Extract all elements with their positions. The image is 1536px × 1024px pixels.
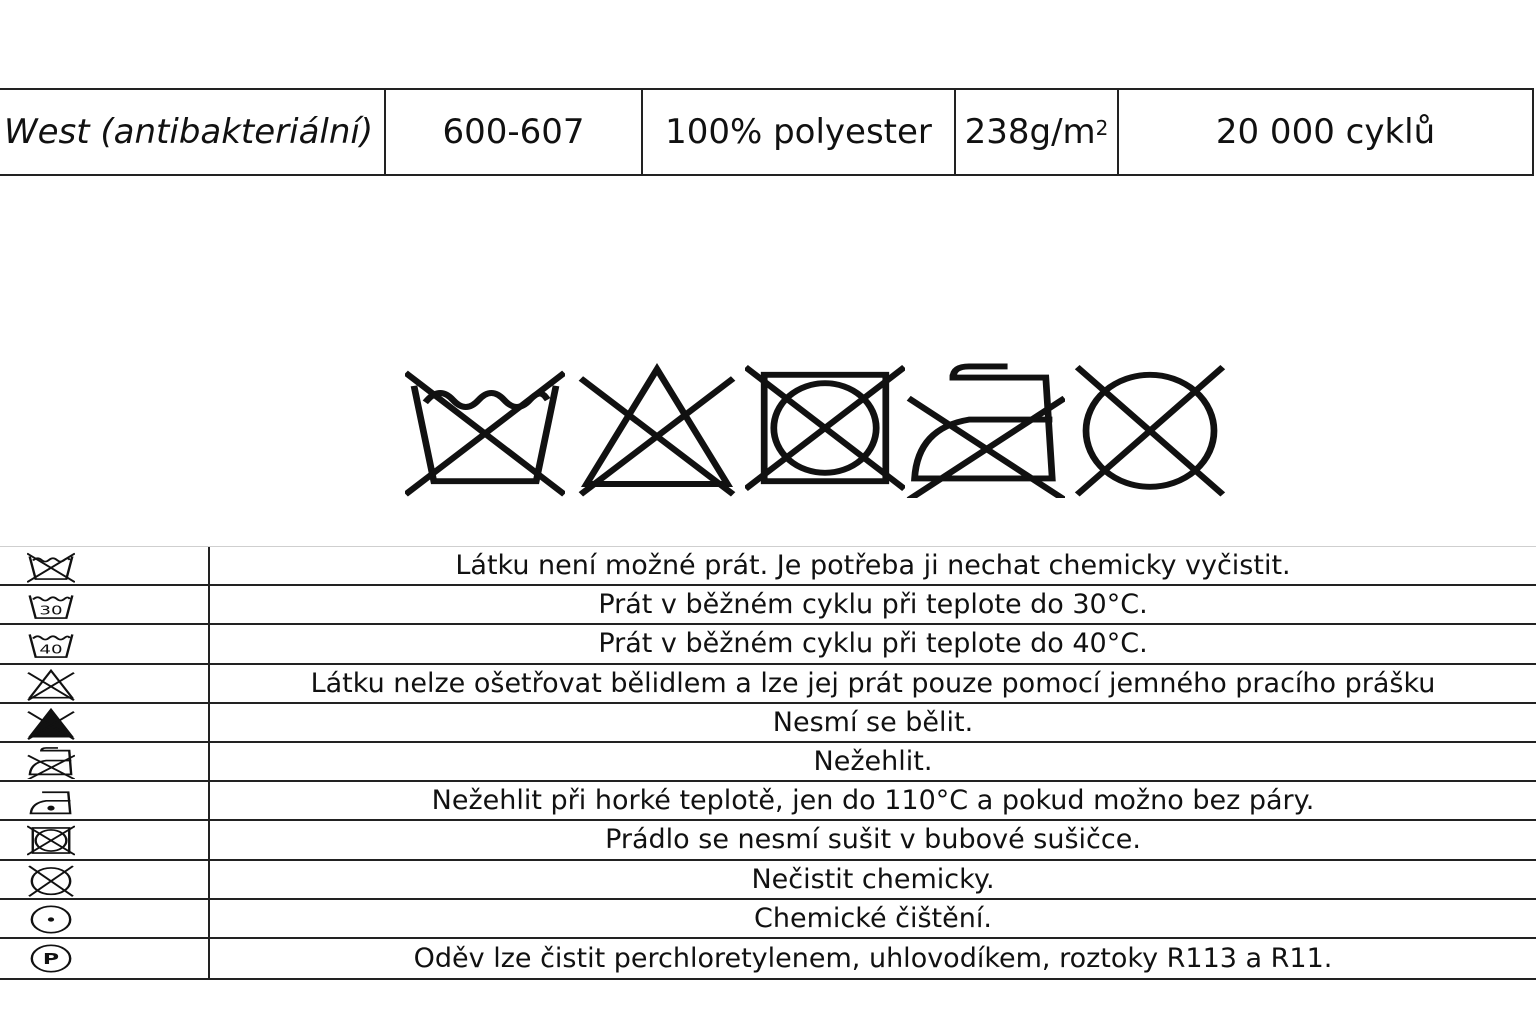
no-iron-icon <box>27 746 75 779</box>
care-row <box>0 704 1536 743</box>
no-dry-clean-icon <box>1070 358 1230 498</box>
no-bleach-filled-icon <box>27 707 75 740</box>
care-row <box>0 665 1536 704</box>
no-tumble-dry-icon <box>745 358 905 498</box>
care-text: Nečistit chemicky. <box>751 863 995 895</box>
wash-30-icon <box>27 589 75 622</box>
care-row <box>0 625 1536 664</box>
care-row <box>0 939 1536 980</box>
care-icon-cell <box>0 900 210 937</box>
care-row <box>0 782 1536 821</box>
care-text: Prádlo se nesmí sušit v bubové sušičce. <box>605 824 1141 856</box>
care-text: Nesmí se bělit. <box>772 706 974 738</box>
care-row <box>0 547 1536 586</box>
spec-weight-value: 238g/m <box>964 112 1096 152</box>
care-row <box>0 861 1536 900</box>
spec-weight <box>956 90 1119 174</box>
dry-clean-p-icon <box>27 942 75 975</box>
care-icon-cell <box>0 743 210 780</box>
care-text: Prát v běžném cyklu při teplote do 40°C. <box>598 628 1148 660</box>
spec-name: West (antibakteriální) <box>0 90 386 174</box>
svg-text:40: 40 <box>39 642 63 658</box>
care-icon-cell <box>0 782 210 819</box>
svg-text:P: P <box>42 950 60 968</box>
care-icon-cell <box>0 704 210 741</box>
no-wash-icon <box>405 358 565 498</box>
care-row <box>0 586 1536 625</box>
no-dry-clean-icon <box>27 864 75 897</box>
care-text: Látku není možné prát. Je potřeba ji nechat chemicky vyčistit. <box>455 550 1291 582</box>
no-bleach-icon <box>27 668 75 701</box>
spec-durability: 20 000 cyklů <box>1215 112 1436 152</box>
care-row <box>0 743 1536 782</box>
care-row <box>0 900 1536 939</box>
care-text: Prát v běžném cyklu při teplote do 30°C. <box>598 589 1148 621</box>
care-icon-cell <box>0 586 210 623</box>
care-text: Látku nelze ošetřovat bělidlem a lze jej prát pouze pomocí jemného pracího prášku <box>310 667 1436 699</box>
care-text: Nežehlit při horké teplotě, jen do 110°C a pokud možno bez páry. <box>431 785 1315 817</box>
svg-text:30: 30 <box>39 602 63 619</box>
dry-clean-icon <box>27 903 75 936</box>
no-tumble-dry-icon <box>27 824 75 857</box>
no-bleach-icon <box>577 358 737 498</box>
spec-table <box>0 88 1534 176</box>
spec-weight-sup: 2 <box>1095 116 1109 140</box>
wash-40-icon <box>27 628 75 661</box>
care-icon-cell <box>0 625 210 662</box>
care-symbols-row <box>405 358 1255 498</box>
care-icon-cell <box>0 861 210 898</box>
care-text: Nežehlit. <box>813 746 933 778</box>
spec-code: 600-607 <box>386 90 643 174</box>
care-icon-cell <box>0 547 210 584</box>
care-icon-cell <box>0 665 210 702</box>
no-iron-icon <box>905 358 1065 498</box>
care-icon-cell <box>0 939 210 978</box>
care-text: Chemické čištění. <box>754 902 992 934</box>
spec-composition: 100% polyester <box>643 90 956 174</box>
care-row <box>0 821 1536 860</box>
care-text: Oděv lze čistit perchloretylenem, uhlovodíkem, roztoky R113 a R11. <box>413 942 1333 974</box>
iron-low-icon <box>27 785 75 818</box>
care-table <box>0 546 1536 980</box>
no-wash-icon <box>27 550 75 583</box>
care-icon-cell <box>0 821 210 858</box>
